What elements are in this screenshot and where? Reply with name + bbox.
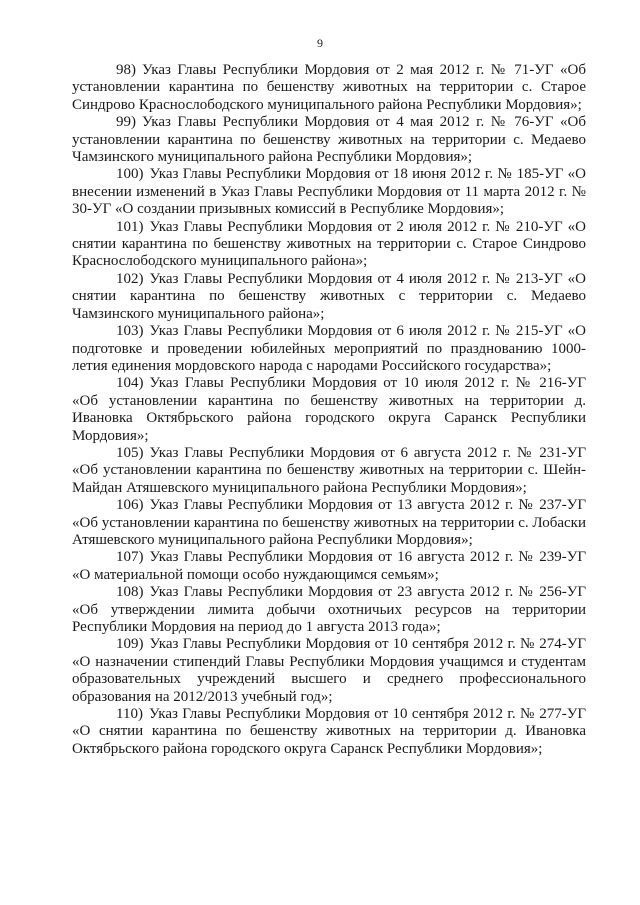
list-item [72,636,586,706]
item-text: Указ Главы Республики Мордовия от 10 сентября 2012 г. № 274-УГ «О назначении стипендий Главы Республики Мордовия учащимся и студентам образовательных учреждений высшего и среднего профессионального образования на 2012/2013 учебный год»; [72,636,586,705]
item-number: 106) [116,497,144,514]
item-number: 105) [116,444,144,461]
item-number: 109) [116,636,144,653]
list-item [72,706,586,758]
list-item [72,62,586,114]
item-text: Указ Главы Республики Мордовия от 18 июня 2012 г. № 185-УГ «О внесении изменений в Указ Главы Республики Мордовия от 11 марта 2012 г. № 30-УГ «О создании призывных комиссий в Республике Мордовия»; [72,166,586,218]
list-item [72,219,586,271]
list-item [72,497,586,549]
item-number: 108) [116,584,144,601]
list-item [72,114,586,166]
list-item [72,271,586,323]
item-number: 102) [116,270,144,287]
item-number: 103) [116,323,144,340]
item-text: Указ Главы Республики Мордовия от 4 июля 2012 г. № 213-УГ «О снятии карантина по бешенству животных с территории с. Медаево Чамзинского муниципального района»; [72,270,586,322]
list-item [72,323,586,375]
item-number: 99) [116,114,136,131]
item-text: Указ Главы Республики Мордовия от 2 июля 2012 г. № 210-УГ «О снятии карантина по бешенству животных на территории с. Старое Синдрово Краснослободского муниципального района»; [72,218,586,270]
item-number: 110) [116,706,143,723]
item-number: 100) [116,166,144,183]
item-number: 98) [116,62,136,78]
item-text: Указ Главы Республики Мордовия от 6 июля 2012 г. № 215-УГ «О подготовке и проведении юбилейных мероприятий по празднованию 1000-летия единения мордовского народа с народами Российского государства»; [72,323,586,374]
item-text: Указ Главы Республики Мордовия от 23 августа 2012 г. № 256-УГ «Об утверждении лимита добычи охотничьих ресурсов на территории Республики Мордовия на период до 1 августа 2013 года»; [72,584,586,635]
item-text: Указ Главы Республики Мордовия от 16 августа 2012 г. № 239-УГ «О материальной помощи особо нуждающимся семьям»; [72,549,586,583]
item-text: Указ Главы Республики Мордовия от 10 июля 2012 г. № 216-УГ «Об установлении карантина по бешенству животных на территории д. Ивановка Октябрьского района городского округа Саранск Республики Мордовия»; [72,375,586,444]
item-text: Указ Главы Республики Мордовия от 10 сентября 2012 г. № 277-УГ «О снятии карантина по бешенству животных на территории д. Ивановка Октябрьского района городского округа Саранск Республики Мордовия»; [72,706,586,757]
list-item [72,584,586,636]
decree-list [72,62,586,758]
list-item [72,549,586,584]
item-number: 104) [116,375,144,392]
item-text: Указ Главы Республики Мордовия от 13 августа 2012 г. № 237-УГ «Об установлении карантина по бешенству животных на территории с. Лобаски Атяшевского муниципального района Республики Мордовия»; [72,497,586,548]
item-text: Указ Главы Республики Мордовия от 2 мая 2012 г. № 71-УГ «Об установлении карантина по бешенству животных на территории с. Старое Синдрово Краснослободского муниципального района Республики Мордовия»; [72,62,586,113]
item-text: Указ Главы Республики Мордовия от 6 августа 2012 г. № 231-УГ «Об установлении карантина по бешенству животных на территории с. Шейн-Майдан Атяшевского муниципального района Республики Мордовия»; [72,444,586,496]
list-item [72,445,586,497]
list-item [72,166,586,218]
item-number: 101) [116,218,144,235]
list-item [72,375,586,445]
page-number: 9 [317,36,323,50]
item-number: 107) [116,549,144,566]
item-text: Указ Главы Республики Мордовия от 4 мая 2012 г. № 76-УГ «Об установлении карантина по бешенству животных на территории с. Медаево Чамзинского муниципального района Республики Мордовия»; [72,114,586,166]
